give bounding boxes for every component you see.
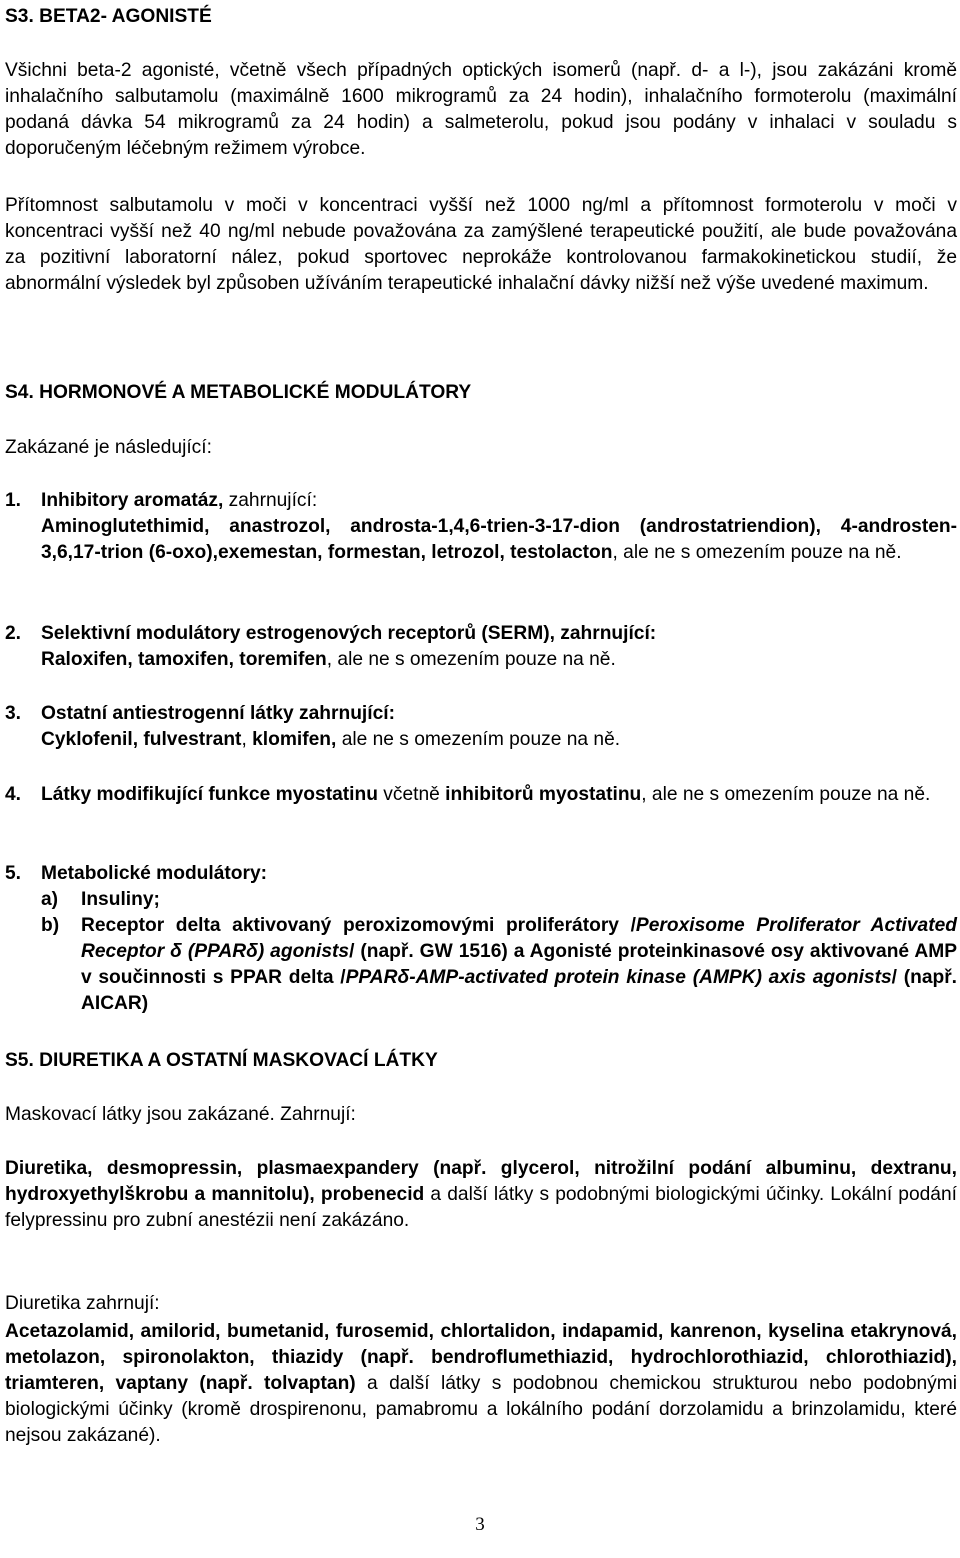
page-number: 3 bbox=[475, 1514, 485, 1535]
item-number: 5. bbox=[5, 863, 22, 884]
s4-item-1: 1. Inhibitory aromatáz, zahrnující: Aminoglutethimid, anastrozol, androsta-1,4,6-trien-3-17-dion (androstatriendion), 4-androsten-3,6,17-trion (6-oxo),exemestan, formestan, letrozol, testolacton, ale ne s omezením pouze na ně. bbox=[5, 490, 957, 563]
s4-item-4: 4. Látky modifikující funkce myostatinu včetně inhibitorů myostatinu, ale ne s omezením pouze na ně. bbox=[5, 782, 957, 808]
item-title: Ostatní antiestrogenní látky zahrnující: bbox=[41, 703, 395, 724]
item-title: Látky modifikující funkce myostatinu bbox=[41, 784, 378, 805]
item-number: 4. bbox=[5, 784, 22, 805]
s5-paragraph-1: Diuretika, desmopressin, plasmaexpandery (např. glycerol, nitrožilní podání albuminu, dextranu, hydroxyethylškrobu a mannitolu), probenecid a další látky s podobnými biologickými účinky. Lokální podání felypressinu pro zubní anestézii není zakázáno. bbox=[5, 1158, 957, 1231]
s4-item-3: 3. Ostatní antiestrogenní látky zahrnující: Cyklofenil, fulvestrant, klomifen, ale ne s omezením pouze na ně. bbox=[5, 703, 621, 750]
s5-paragraph-2: Acetazolamid, amilorid, bumetanid, furosemid, chlortalidon, indapamid, kanrenon, kyselina etakrynová, metolazon, spironolakton, thiazidy (např. bendroflumethiazid, hydrochlorothiazid, chlorothiazid), triamteren, vaptany (např. tolvaptan) a další látky s podobnou chemickou strukturou nebo podobnými biologickými účinky (kromě drospirenonu, pamabromu a lokálního podání dorzolamidu a brinzolamidu, které nejsou zakázané). bbox=[5, 1321, 958, 1446]
sub-item-a: a) Insuliny; bbox=[41, 889, 160, 910]
sub-item-b: b) Receptor delta aktivovaný peroxizomovými proliferátory /Peroxisome Proliferator Activated Receptor δ (PPARδ) agonists/ (např. GW 1516) a Agonisté proteinkinasové osy aktivované AMP v součinnosti s PPAR delta /PPARδ-AMP-activated protein kinase (AMPK) axis agonists/ (např. AICAR) bbox=[41, 915, 958, 1014]
item-title: Metabolické modulátory: bbox=[41, 863, 268, 884]
item-number: 2. bbox=[5, 623, 22, 644]
s5-intro: Maskovací látky jsou zakázané. Zahrnují: bbox=[5, 1104, 356, 1125]
substance-list: Aminoglutethimid, anastrozol, androsta-1,4,6-trien-3-17-dion (androstatriendion), 4-androsten-3,6,17-trion (6-oxo),exemestan, formestan, letrozol, testolacton bbox=[41, 516, 957, 563]
item-number: 3. bbox=[5, 703, 22, 724]
substance-list: Raloxifen, tamoxifen, toremifen bbox=[41, 649, 327, 670]
s3-paragraph-1: Všichni beta-2 agonisté, včetně všech případných optických isomerů (např. d- a l-), jsou zakázáni kromě inhalačního salbutamolu (maximálně 1600 mikrogramů za 24 hodin), inhalačního formoterolu (maximální podaná dávka 54 mikrogramů za 24 hodin) a salmeterolu, pokud jsou podány v inhalaci v souladu s doporučeným léčebným režimem výrobce. bbox=[5, 60, 957, 159]
item-title: Selektivní modulátory estrogenových receptorů (SERM), zahrnující: bbox=[41, 623, 657, 644]
substance-list: Cyklofenil, fulvestrant bbox=[41, 729, 242, 750]
section-heading-s4: S4. HORMONOVÉ A METABOLICKÉ MODULÁTORY bbox=[5, 382, 472, 403]
s5-diuretics-intro: Diuretika zahrnují: bbox=[5, 1293, 160, 1314]
s4-intro: Zakázané je následující: bbox=[5, 437, 212, 458]
s3-paragraph-2: Přítomnost salbutamolu v moči v koncentraci vyšší než 1000 ng/ml a přítomnost formoterolu v moči v koncentraci vyšší než 40 ng/ml nebude považována za zamýšlené terapeutické použití, ale bude považována za pozitivní laboratorní nález, pokud sportovec neprokáže kontrolovanou farmakokinetickou studií, že abnormální výsledek byl způsoben užíváním terapeutické inhalační dávky nižší než výše uvedené maximum. bbox=[5, 195, 957, 294]
s4-item-2: 2. Selektivní modulátory estrogenových receptorů (SERM), zahrnující: Raloxifen, tamoxifen, toremifen, ale ne s omezením pouze na ně. bbox=[5, 623, 657, 670]
s4-item-5 bbox=[5, 861, 957, 1017]
section-heading-s5: S5. DIURETIKA A OSTATNÍ MASKOVACÍ LÁTKY bbox=[5, 1050, 438, 1071]
item-number: 1. bbox=[5, 490, 22, 511]
item-title: Inhibitory aromatáz, bbox=[41, 490, 224, 511]
section-heading-s3: S3. BETA2- AGONISTÉ bbox=[5, 6, 212, 27]
